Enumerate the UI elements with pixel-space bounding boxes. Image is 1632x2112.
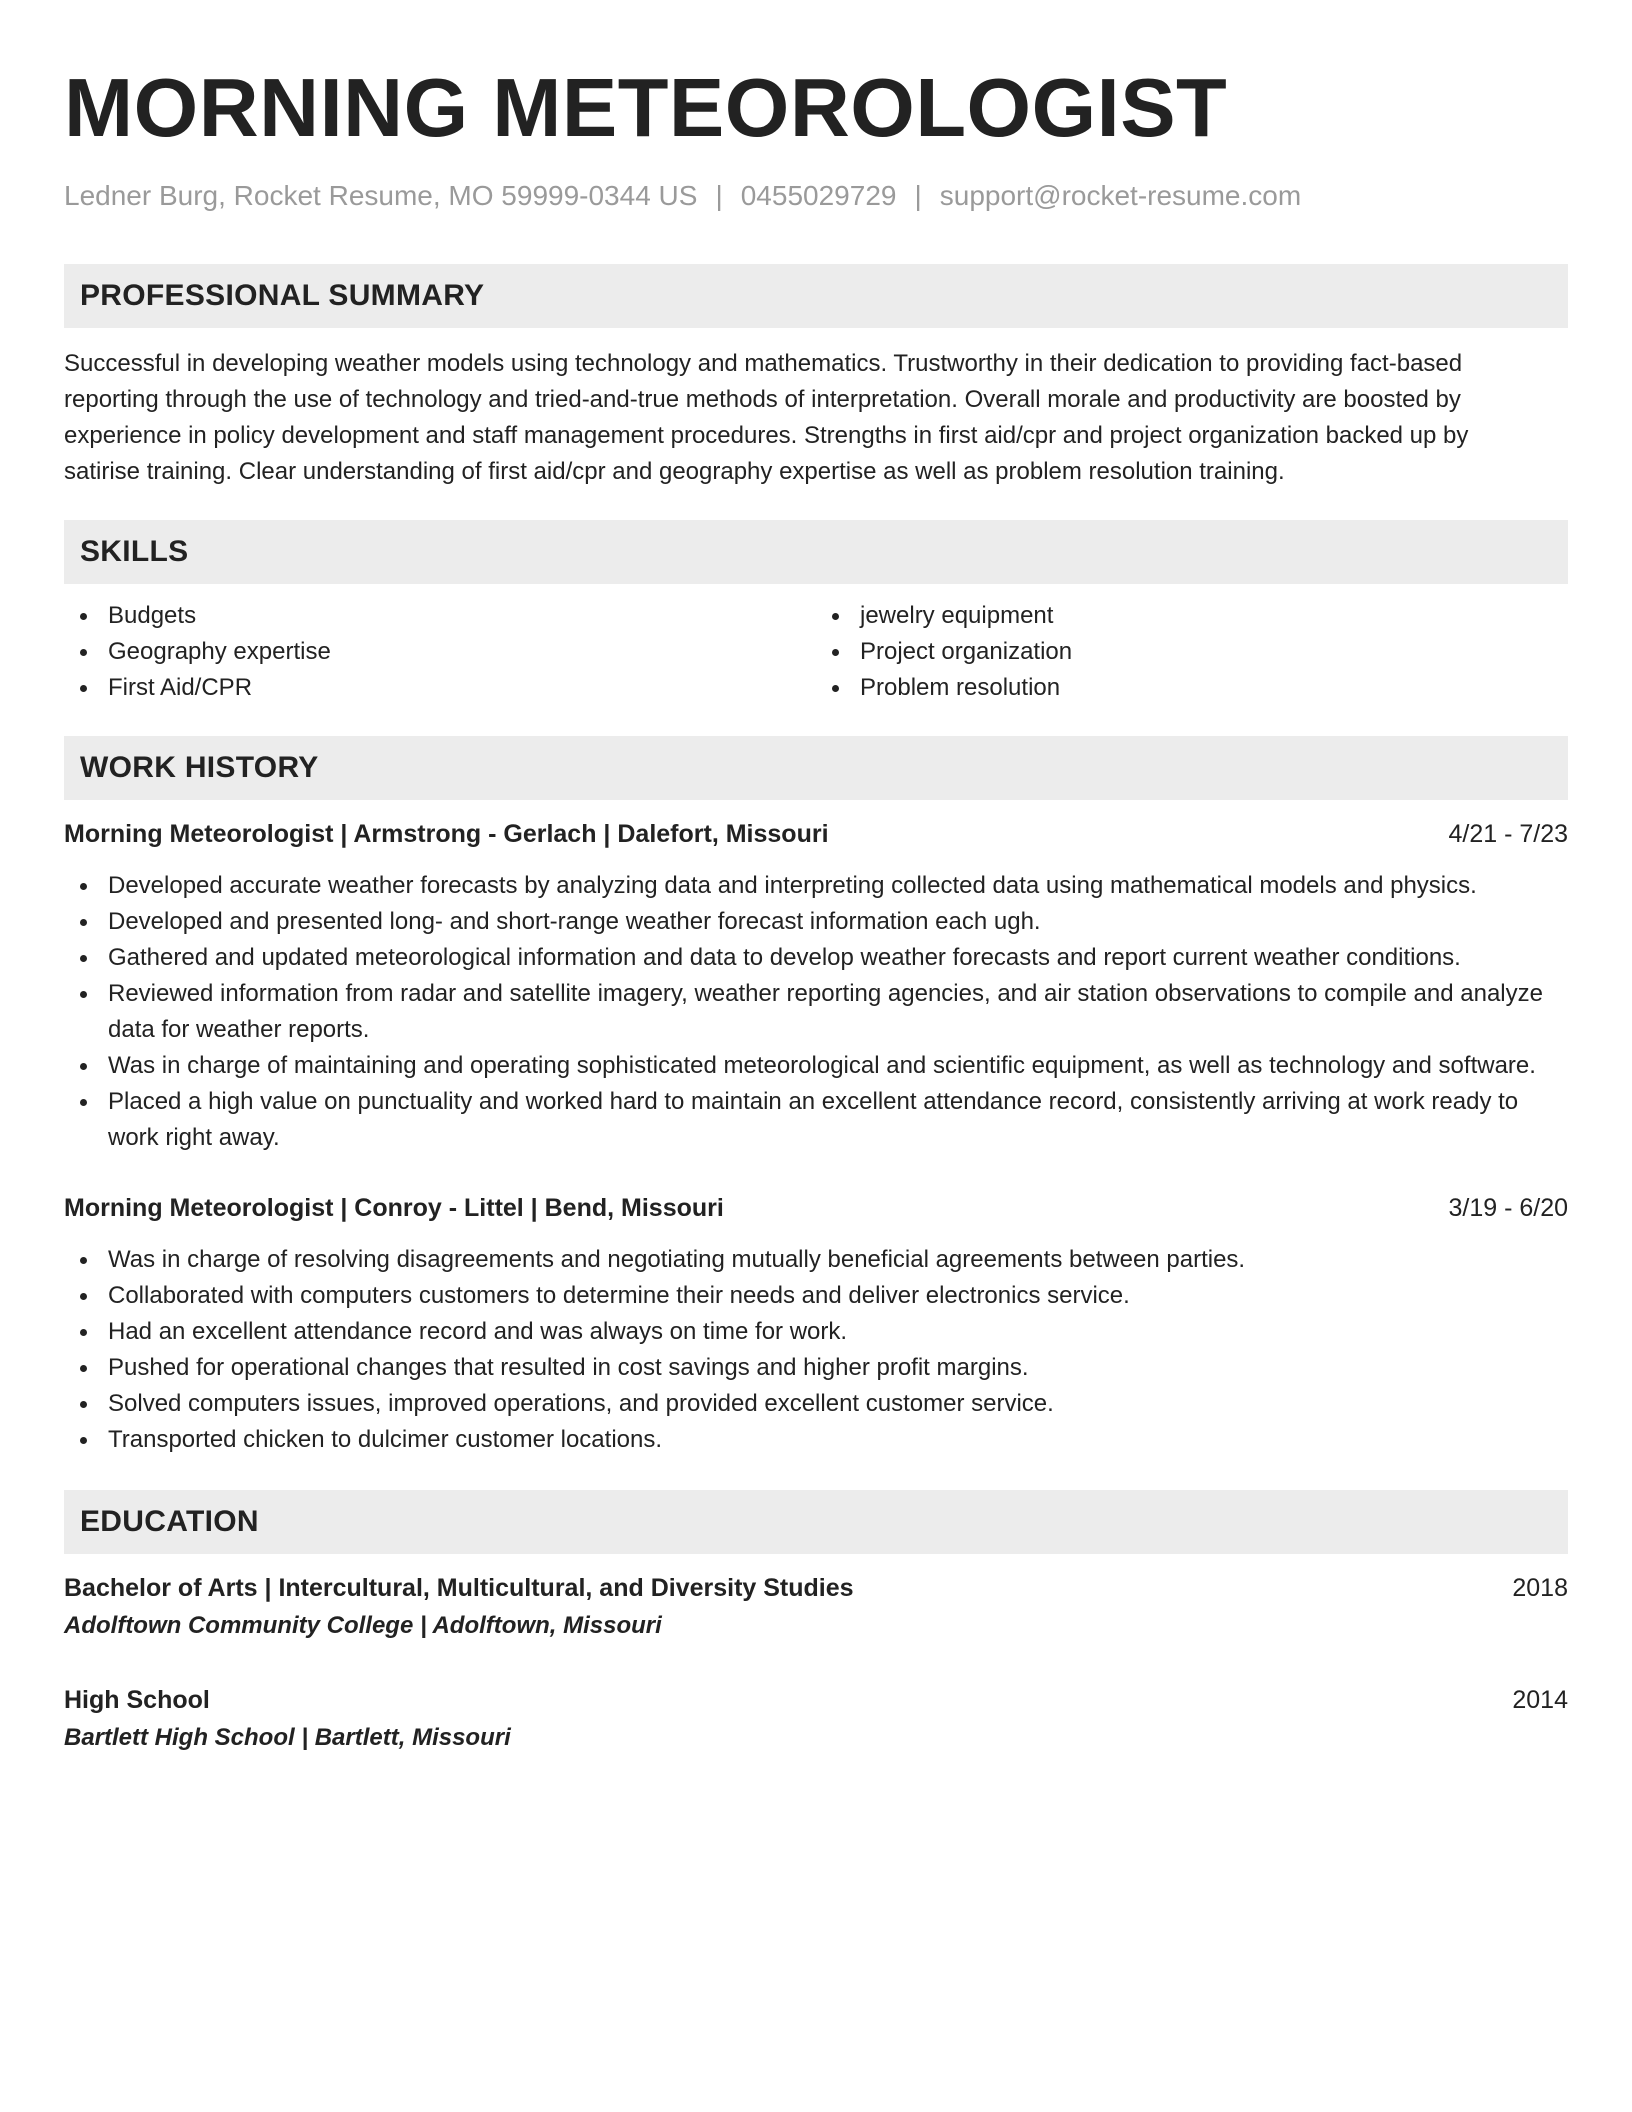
job-bullet: Developed accurate weather forecasts by analyzing data and interpreting collected data using mathematical models and physics. [64, 868, 1556, 904]
job-bullet: Pushed for operational changes that resulted in cost savings and higher profit margins. [64, 1350, 1556, 1386]
skill-item: jewelry equipment [816, 598, 1568, 634]
skill-item: Budgets [64, 598, 816, 634]
education-year: 2018 [1512, 1574, 1568, 1602]
job-bullet: Solved computers issues, improved operations, and provided excellent customer service. [64, 1386, 1556, 1422]
job-title: Morning Meteorologist | Conroy - Littel | Bend, Missouri [64, 1194, 724, 1222]
education-entry [64, 1682, 1568, 1758]
job-bullet-list [64, 1242, 1568, 1458]
skill-item: Geography expertise [64, 634, 816, 670]
contact-email: support@rocket-resume.com [939, 180, 1302, 211]
skills-column-right [816, 598, 1568, 706]
skills-column-left [64, 598, 816, 706]
job-bullet: Collaborated with computers customers to determine their needs and deliver electronics service. [64, 1278, 1556, 1314]
job-dates: 4/21 - 7/23 [1448, 820, 1568, 848]
education-year: 2014 [1512, 1686, 1568, 1714]
job-entry [64, 1190, 1568, 1458]
education-school: Bartlett High School | Bartlett, Missouri [64, 1724, 511, 1751]
education-degree: Bachelor of Arts | Intercultural, Multicultural, and Diversity Studies [64, 1574, 854, 1602]
contact-separator: | [715, 180, 723, 211]
job-bullet: Developed and presented long- and short-range weather forecast information each ugh. [64, 904, 1556, 940]
contact-phone: 0455029729 [740, 180, 897, 211]
job-bullet: Was in charge of resolving disagreements and negotiating mutually beneficial agreements between parties. [64, 1242, 1556, 1278]
section-header-skills: SKILLS [64, 520, 1568, 584]
education-school: Adolftown Community College | Adolftown, Missouri [64, 1612, 662, 1639]
job-bullet: Gathered and updated meteorological information and data to develop weather forecasts and report current weather conditions. [64, 940, 1556, 976]
resume-name-title: MORNING METEOROLOGIST [64, 61, 1228, 154]
job-header [64, 816, 1568, 852]
section-header-education: EDUCATION [64, 1490, 1568, 1554]
section-header-summary: PROFESSIONAL SUMMARY [64, 264, 1568, 328]
job-entry [64, 816, 1568, 1156]
job-title: Morning Meteorologist | Armstrong - Gerlach | Dalefort, Missouri [64, 820, 829, 848]
contact-separator: | [914, 180, 922, 211]
contact-line [64, 178, 1568, 214]
skill-item: First Aid/CPR [64, 670, 816, 706]
job-bullet: Was in charge of maintaining and operating sophisticated meteorological and scientific equipment, as well as technology and software. [64, 1048, 1556, 1084]
skill-item: Problem resolution [816, 670, 1568, 706]
education-degree: High School [64, 1686, 210, 1714]
contact-address: Ledner Burg, Rocket Resume, MO 59999-0344 US [64, 180, 698, 211]
job-dates: 3/19 - 6/20 [1448, 1194, 1568, 1222]
job-header [64, 1190, 1568, 1226]
education-header [64, 1682, 1568, 1718]
summary-text: Successful in developing weather models using technology and mathematics. Trustworthy in their dedication to providing fact-based reporting through the use of technology and tried-and-true methods of interpretation. Overall morale and productivity are boosted by experience in policy development and staff management procedures. Strengths in first aid/cpr and project organization backed up by satirise training. Clear understanding of first aid/cpr and geography expertise as well as problem resolution training. [64, 350, 1469, 485]
job-bullet: Had an excellent attendance record and was always on time for work. [64, 1314, 1556, 1350]
section-header-work-history: WORK HISTORY [64, 736, 1568, 800]
job-bullet: Placed a high value on punctuality and worked hard to maintain an excellent attendance record, consistently arriving at work ready to work right away. [64, 1084, 1556, 1156]
skills-grid [64, 598, 1568, 706]
education-header [64, 1570, 1568, 1606]
job-bullet: Transported chicken to dulcimer customer locations. [64, 1422, 1556, 1458]
job-bullet: Reviewed information from radar and satellite imagery, weather reporting agencies, and air station observations to compile and analyze data for weather reports. [64, 976, 1556, 1048]
education-entry [64, 1570, 1568, 1646]
job-bullet-list [64, 868, 1568, 1156]
skill-item: Project organization [816, 634, 1568, 670]
